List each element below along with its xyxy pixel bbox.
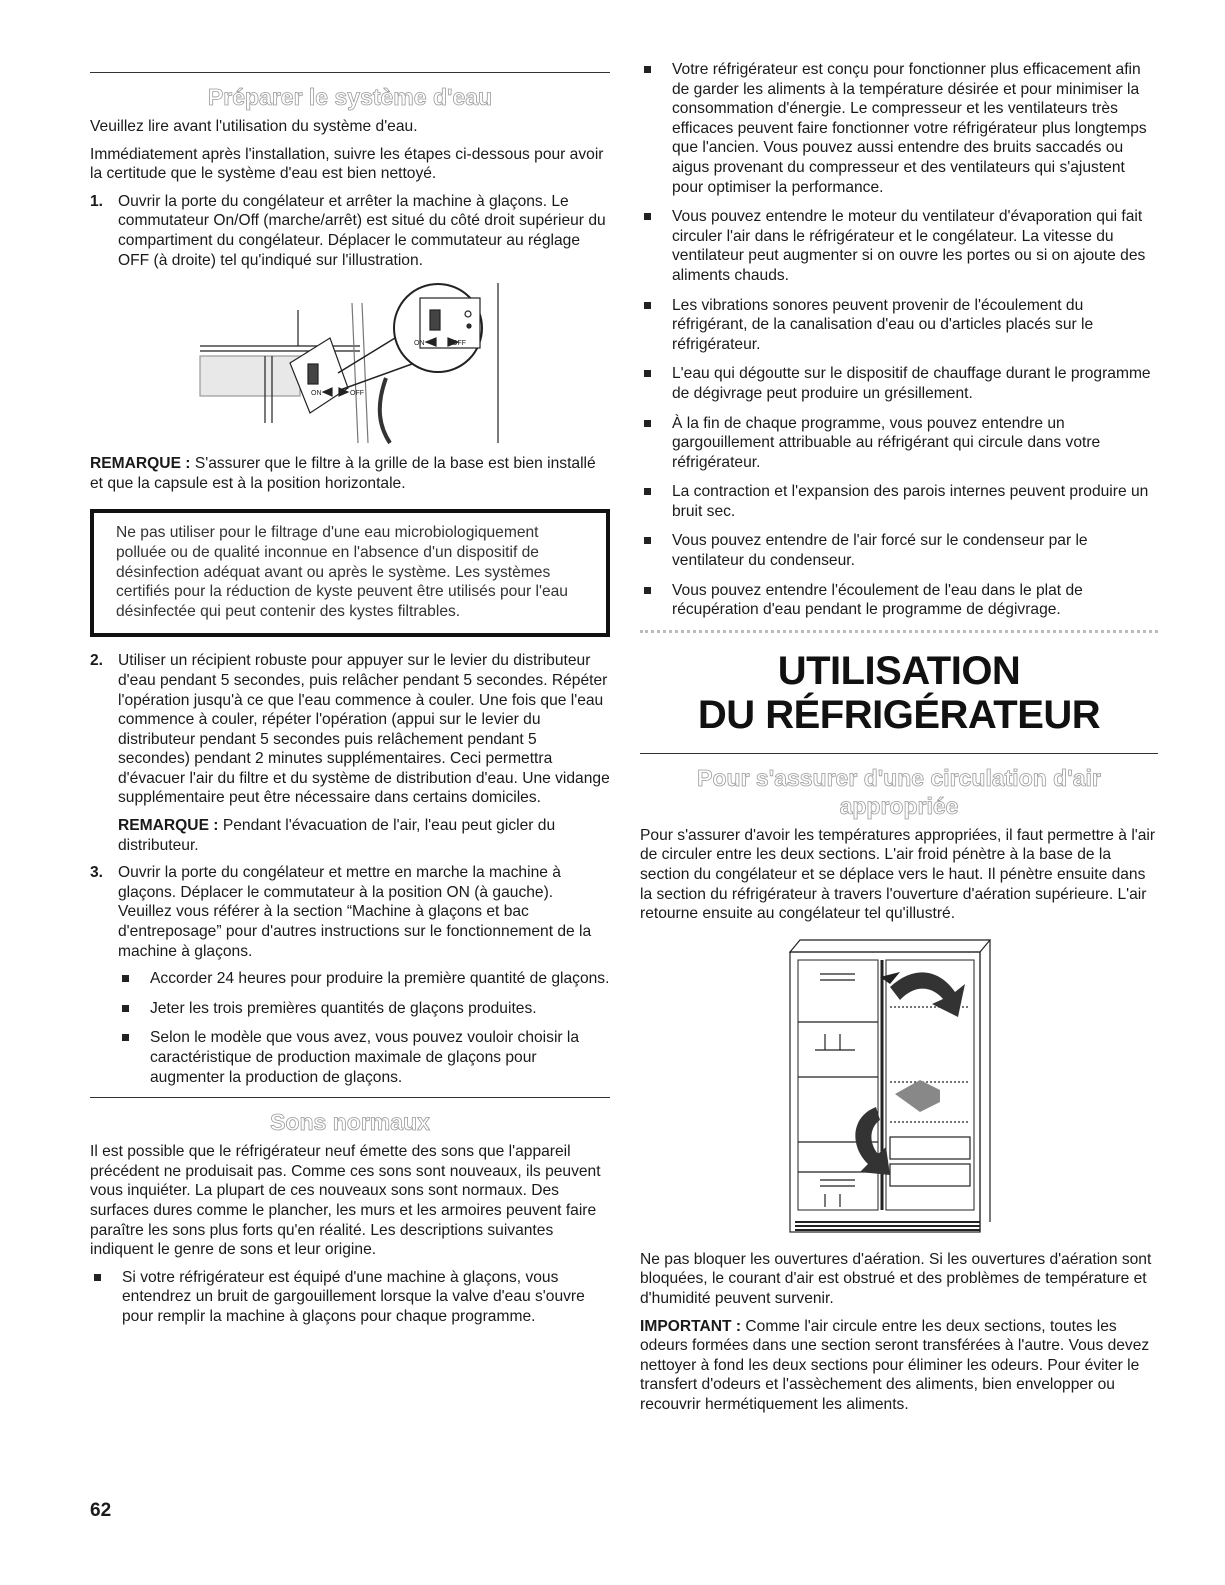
note-label: REMARQUE : — [90, 455, 191, 473]
section-rule — [90, 1097, 610, 1098]
bullet-item — [640, 414, 1158, 473]
bullet-square-icon — [94, 1274, 101, 1281]
bullet-item — [640, 296, 1158, 355]
steps-list — [90, 192, 610, 270]
note-label: REMARQUE : — [118, 817, 219, 835]
switch-off-label: OFF — [350, 390, 364, 398]
bullet-text: Jeter les trois premières quantités de glaçons produites. — [150, 999, 537, 1017]
page-number: 62 — [90, 1500, 112, 1521]
paragraph: Il est possible que le réfrigérateur neuf émette des sons que l'appareil précédent ne produisait pas. Comme ces sons sont nouveaux, ils peuvent vous inquiéter. La plupart de ces nouveaux sons sont normaux. Des surfaces dures comme le plancher, les murs et les armoires peuvent faire paraître les sons plus forts qu'en réalité. Les descriptions suivantes indiquent le genre de sons et leur origine. — [90, 1143, 601, 1259]
important-paragraph — [640, 1317, 1158, 1415]
main-title-line: DU RÉFRIGÉRATEUR — [697, 692, 1101, 737]
paragraph: Veuillez lire avant l'utilisation du système d'eau. — [90, 118, 418, 135]
warning-box: Ne pas utiliser pour le filtrage d'une eau microbiologiquement polluée ou de qualité inconnue en l'absence d'un dispositif de désinfection adéquat avant ou après le système. Les systèmes certifiés pour la réduction de kyste peuvent être utilisés pour l'eau désinfectée qui peut contenir des kystes filtrables. — [90, 509, 610, 637]
step-number: 3. — [90, 864, 104, 882]
section-rule — [640, 753, 1158, 754]
step-item — [90, 192, 610, 270]
bullet-list — [640, 60, 1158, 620]
step-item — [90, 651, 610, 855]
bullet-item — [640, 482, 1158, 521]
bullet-square-icon — [644, 537, 651, 544]
bullet-item — [118, 999, 610, 1019]
section-rule — [90, 72, 610, 73]
bullet-item — [118, 1028, 610, 1087]
bullet-item — [640, 207, 1158, 285]
bullet-square-icon — [644, 370, 651, 377]
step-note — [118, 816, 610, 855]
dotted-divider — [640, 630, 1158, 633]
switch-on-label: ON — [311, 390, 322, 398]
air-circulation-illustration — [640, 932, 1158, 1242]
paragraph: Ne pas bloquer les ouvertures d'aération. Si les ouvertures d'aération sont bloquées, le courant d'air est obstrué et des problèmes de température et d'humidité peuvent survenir. — [640, 1250, 1152, 1307]
bullet-item — [640, 60, 1158, 197]
main-title-line: UTILISATION — [777, 648, 1021, 693]
step-text: Ouvrir la porte du congélateur et arrêter la machine à glaçons. Le commutateur On/Off (marche/arrêt) est situé du côté droit supérieur du compartiment du congélateur. Déplacer le commutateur au réglage OFF (à droite) tel qu'indiqué sur l'illustration. — [118, 192, 606, 269]
switch-off-label-zoom: OFF — [452, 340, 466, 348]
step-number: 2. — [90, 652, 104, 670]
bullet-square-icon — [122, 975, 129, 982]
right-column — [640, 60, 1158, 1423]
main-title — [640, 649, 1158, 737]
bullet-text: Accorder 24 heures pour produire la première quantité de glaçons. — [150, 970, 610, 988]
step-text: Ouvrir la porte du congélateur et mettre en marche la machine à glaçons. Déplacer le commutateur à la position ON (à gauche). Veuillez vous référer à la section “Machine à glaçons et bac d'entreposage” pour d'autres instructions sur le fonctionnement de la machine à glaçons. — [118, 864, 592, 960]
paragraph: Immédiatement après l'installation, suivre les étapes ci-dessous pour avoir la certitude que le système d'eau est bien nettoyé. — [90, 145, 604, 183]
section-title-air-circulation: Pour s'assurer d'une circulation d'air appropriée — [697, 764, 1101, 819]
bullet-item — [90, 1268, 610, 1327]
bullet-square-icon — [644, 213, 651, 220]
bullet-text: Vous pouvez entendre l'écoulement de l'eau dans le plat de récupération d'eau pendant le programme de dégivrage. — [672, 581, 1083, 619]
bullet-text: Selon le modèle que vous avez, vous pouvez vouloir choisir la caractéristique de production maximale de glaçons pour augmenter la production de glaçons. — [150, 1029, 580, 1086]
bullet-square-icon — [644, 488, 651, 495]
note-text: Pendant l'évacuation de l'air, l'eau peut gicler du distributeur. — [118, 817, 556, 854]
bullet-square-icon — [122, 1034, 129, 1041]
step-item — [90, 863, 610, 1087]
important-label: IMPORTANT : — [640, 1317, 742, 1335]
bullet-list — [118, 969, 610, 1087]
bullet-text: Les vibrations sonores peuvent provenir de l'écoulement du réfrigérant, de la canalisation d'eau ou d'articles placés sur le réfrigérateur. — [672, 296, 1094, 353]
important-text: Comme l'air circule entre les deux sections, toutes les odeurs formées dans une section seront transférées à l'autre. Vous devez nettoyer à fond les deux sections pour éliminer les odeurs. Pour éviter le transfert d'odeurs et l'assèchement des aliments, bien envelopper ou recouvrir hermétiquement les aliments. — [640, 1317, 1150, 1413]
bullet-text: Si votre réfrigérateur est équipé d'une machine à glaçons, vous entendrez un bruit de gargouillement lorsque la valve d'eau s'ouvre pour remplir la machine à glaçons pour chaque programme. — [122, 1268, 585, 1325]
bullet-text: Vous pouvez entendre de l'air forcé sur le condenseur par le ventilateur du condenseur. — [672, 532, 1088, 570]
section-title-normal-sounds: Sons normaux — [270, 1109, 430, 1136]
bullet-text: À la fin de chaque programme, vous pouvez entendre un gargouillement attribuable au réfrigérant qui circule dans votre réfrigérateur. — [672, 414, 1101, 471]
bullet-text: Votre réfrigérateur est conçu pour fonctionner plus efficacement afin de garder les aliments à la température désirée et pour minimiser la consommation d'énergie. Le compresseur et les ventilateurs très efficaces peuvent faire fonctionner votre réfrigérateur plus longtemps que l'ancien. Vous pouvez aussi entendre des bruits saccadés ou aigus provenant du compresseur et des ventilateurs qui s'ajustent pour optimiser la performance. — [672, 61, 1147, 196]
left-column — [90, 60, 610, 1337]
paragraph: Pour s'assurer d'avoir les températures appropriées, il faut permettre à l'air de circuler entre les deux sections. L'air froid pénètre à la base de la section du congélateur et se déplace vers le haut. Il pénètre ensuite dans la section du réfrigérateur à travers l'ouverture d'aération supérieure. L'air retourne ensuite au congélateur tel qu'illustré. — [640, 826, 1156, 923]
bullet-item — [118, 969, 610, 989]
bullet-square-icon — [644, 66, 651, 73]
note-text: S'assurer que le filtre à la grille de la base est bien installé et que la capsule est à la position horizontale. — [90, 455, 596, 492]
step-number: 1. — [90, 192, 104, 210]
bullet-text: Vous pouvez entendre le moteur du ventilateur d'évaporation qui fait circuler l'air dans le réfrigérateur et le congélateur. La vitesse du ventilateur peut augmenter si on ouvre les portes ou si on ajoute des aliments chauds. — [672, 208, 1146, 284]
bullet-list — [90, 1268, 610, 1327]
bullet-text: La contraction et l'expansion des parois internes peuvent produire un bruit sec. — [672, 483, 1149, 520]
steps-list — [90, 651, 610, 1087]
bullet-item — [640, 364, 1158, 403]
step-text: Utiliser un récipient robuste pour appuyer sur le levier du distributeur d'eau pendant 5 secondes, puis relâcher pendant 5 secondes. Répéter l'opération jusqu'à ce que l'eau commence à couler. Une fois que l'eau commence à couler, répéter l'opération (appui sur le levier du distributeur pendant 5 secondes puis relâchement pendant 5 secondes) pendant 2 minutes supplémentaires. Ceci permettra d'évacuer l'air du filtre et du système de distribution d'eau. Une vidange supplémentaire peut être nécessaire dans certains domiciles. — [118, 652, 610, 807]
bullet-text: L'eau qui dégoutte sur le dispositif de chauffage durant le programme de dégivrage peut produire un grésillement. — [672, 365, 1151, 402]
section-title-water-system: Préparer le système d'eau — [207, 84, 493, 110]
bullet-square-icon — [644, 420, 651, 427]
bullet-square-icon — [644, 302, 651, 309]
bullet-square-icon — [122, 1005, 129, 1012]
bullet-item — [640, 581, 1158, 620]
bullet-item — [640, 531, 1158, 570]
note-paragraph — [90, 454, 610, 493]
ice-maker-switch-illustration — [90, 278, 610, 448]
bullet-square-icon — [644, 587, 651, 594]
switch-on-label-zoom: ON — [414, 340, 425, 348]
